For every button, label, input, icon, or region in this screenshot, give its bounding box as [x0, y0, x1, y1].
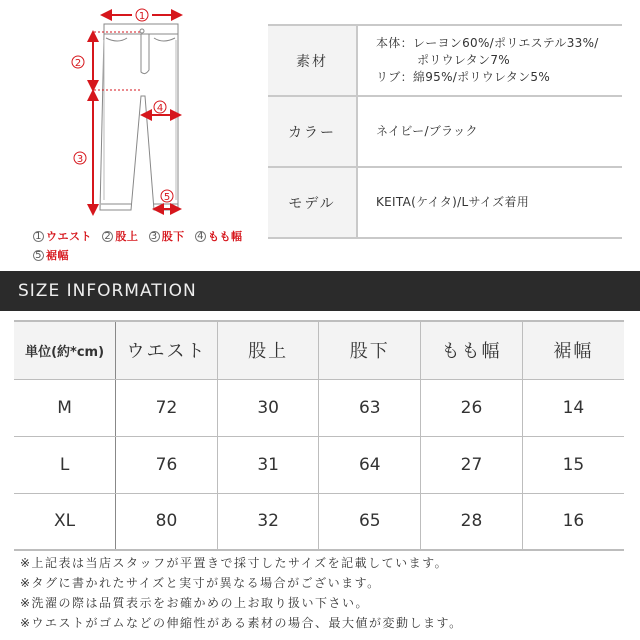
header-inseam: 股下 — [319, 321, 421, 379]
marker-4: 4 — [156, 103, 164, 114]
measurement-legend-line-1 — [33, 228, 249, 244]
size-label: L — [14, 436, 116, 493]
header-thigh: もも幅 — [421, 321, 523, 379]
table-row — [14, 493, 624, 550]
cell: 80 — [116, 493, 218, 550]
cell: 65 — [319, 493, 421, 550]
header-rise: 股上 — [217, 321, 319, 379]
cell: 15 — [522, 436, 624, 493]
spec-value: KEITA(ケイタ)/Lサイズ着用 — [357, 167, 622, 238]
spec-label: 素材 — [268, 25, 357, 96]
cell: 64 — [319, 436, 421, 493]
table-row — [14, 436, 624, 493]
note: ※洗濯の際は品質表示をお確かめの上お取り扱い下さい。 — [20, 596, 370, 610]
cell: 26 — [421, 379, 523, 436]
pants-size-diagram — [0, 0, 260, 268]
legend-thigh: 4 もも幅 — [195, 230, 243, 243]
table-row — [14, 379, 624, 436]
legend-inseam: 3 股下 — [149, 230, 185, 243]
header-waist: ウエスト — [116, 321, 218, 379]
size-label: XL — [14, 493, 116, 550]
marker-5: 5 — [163, 192, 171, 203]
legend-waist: 1 ウエスト — [33, 230, 92, 243]
spec-value: ネイビー/ブラック — [357, 96, 622, 167]
marker-1: 1 — [138, 11, 146, 22]
note: ※タグに書かれたサイズと実寸が異なる場合がございます。 — [20, 576, 381, 590]
cell: 31 — [217, 436, 319, 493]
note: ※ウエストがゴムなどの伸縮性がある素材の場合、最大値が変動します。 — [20, 616, 463, 630]
cell: 63 — [319, 379, 421, 436]
note: ※上記表は当店スタッフが平置きで採寸したサイズを記載しています。 — [20, 556, 449, 570]
cell: 76 — [116, 436, 218, 493]
measurement-legend-line-2 — [33, 247, 75, 263]
spec-label: カラー — [268, 96, 357, 167]
spec-row-model — [268, 167, 622, 238]
size-label: M — [14, 379, 116, 436]
section-title: SIZE INFORMATION — [0, 271, 640, 311]
legend-hem: 5 裾幅 — [33, 249, 69, 262]
cell: 16 — [522, 493, 624, 550]
spec-row-material — [268, 25, 622, 96]
marker-2: 2 — [74, 58, 82, 69]
marker-3: 3 — [76, 154, 84, 165]
header-hem: 裾幅 — [522, 321, 624, 379]
cell: 32 — [217, 493, 319, 550]
legend-rise: 2 股上 — [102, 230, 138, 243]
cell: 27 — [421, 436, 523, 493]
cell: 14 — [522, 379, 624, 436]
size-notes — [20, 553, 463, 633]
cell: 28 — [421, 493, 523, 550]
spec-row-color — [268, 96, 622, 167]
product-spec-table — [268, 24, 622, 239]
size-table-header — [14, 321, 624, 379]
size-table — [14, 320, 624, 551]
spec-value: 本体：レーヨン60%/ポリエステル33%/ ポリウレタン7% リブ：綿95%/ポリウレタン5% — [357, 25, 622, 96]
spec-label: モデル — [268, 167, 357, 238]
cell: 72 — [116, 379, 218, 436]
header-unit: 単位(約*cm) — [14, 321, 116, 379]
cell: 30 — [217, 379, 319, 436]
